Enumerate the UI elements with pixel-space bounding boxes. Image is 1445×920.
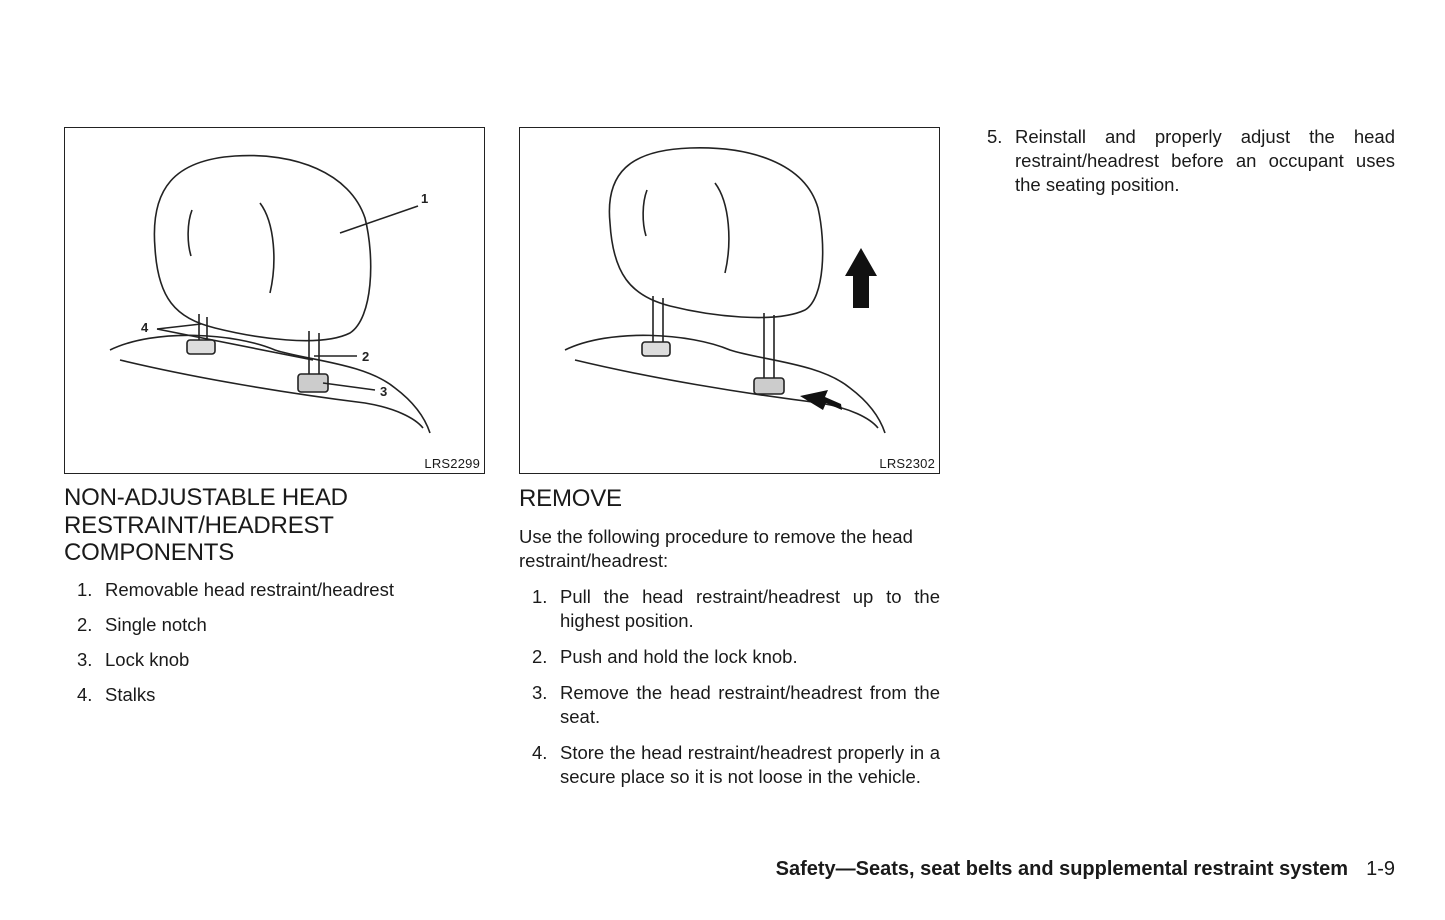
remove-headrest-illustration xyxy=(520,128,938,472)
list-item: 5. Reinstall and properly adjust the head restraint/headrest before an occupant uses the seating position. xyxy=(987,126,1395,195)
page-number: 1-9 xyxy=(1366,858,1395,880)
list-item: 4. Store the head restraint/headrest properly in a secure place so it is not loose in the vehicle. xyxy=(532,742,940,787)
list-item: 2. Single notch xyxy=(77,614,207,635)
headrest-crease-left xyxy=(643,190,647,236)
headrest-outline xyxy=(154,156,370,341)
headrest-outline xyxy=(609,148,822,318)
figure-remove-headrest xyxy=(519,127,940,474)
push-arrow-icon xyxy=(800,390,842,410)
leader-4b xyxy=(157,329,313,360)
headrest-crease-right xyxy=(260,203,274,293)
callout-1: 1 xyxy=(421,191,429,206)
seat-top-front-edge xyxy=(120,360,423,428)
remove-steps xyxy=(519,585,940,789)
callout-4: 4 xyxy=(141,320,149,335)
knob-left xyxy=(187,340,215,354)
list-item: 3. Remove the head restraint/headrest from the seat. xyxy=(532,682,940,727)
headrest-crease-left xyxy=(188,210,192,256)
callout-2: 2 xyxy=(362,349,370,364)
components-list xyxy=(64,578,464,707)
components-heading: NON-ADJUSTABLE HEAD RESTRAINT/HEADREST COMPONENTS xyxy=(64,484,348,566)
leader-4a xyxy=(157,324,201,329)
leader-1 xyxy=(340,206,418,233)
up-arrow-icon xyxy=(845,248,877,308)
leader-3 xyxy=(323,383,375,390)
page-footer xyxy=(776,858,1395,881)
remove-intro: Use the following procedure to remove the head restraint/headrest: xyxy=(519,526,913,571)
callout-3: 3 xyxy=(380,384,388,399)
list-item: 4. Stalks xyxy=(77,684,156,705)
reinstall-steps xyxy=(974,125,1395,197)
knob-right xyxy=(754,378,784,394)
figure-code: LRS2302 xyxy=(879,456,935,471)
list-item: 1. Removable head restraint/headrest xyxy=(77,579,394,600)
list-item: 1. Pull the head restraint/headrest up to the highest position. xyxy=(532,586,940,631)
section-title: Safety—Seats, seat belts and supplemental restraint system xyxy=(775,858,1349,880)
headrest-crease-right xyxy=(715,183,729,273)
figure-code: LRS2299 xyxy=(424,456,480,471)
knob-left xyxy=(642,342,670,356)
figure-headrest-components xyxy=(64,127,485,474)
seat-top-front-edge xyxy=(575,360,878,428)
remove-heading: REMOVE xyxy=(519,485,622,512)
seat-top-outline xyxy=(565,335,885,433)
list-item: 3. Lock knob xyxy=(77,649,190,670)
headrest-components-illustration xyxy=(65,128,483,472)
list-item: 2. Push and hold the lock knob. xyxy=(532,646,798,667)
